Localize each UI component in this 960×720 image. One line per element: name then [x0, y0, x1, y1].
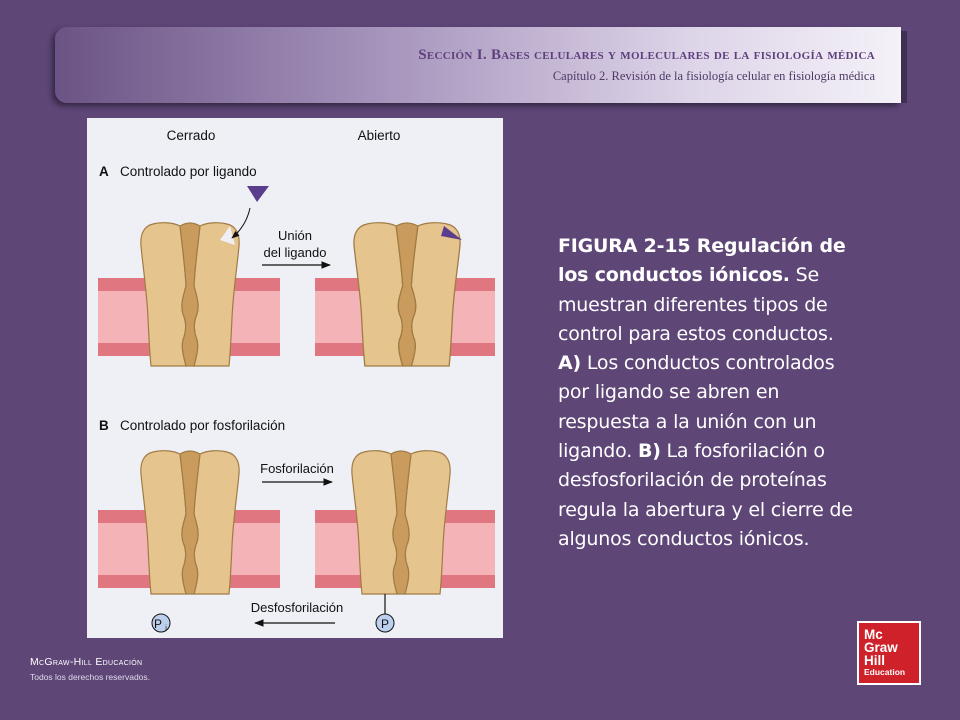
caption-title: FIGURA 2-15 Regulación de los conductos iónicos.: [558, 235, 846, 287]
p-label: P: [380, 617, 390, 631]
col-closed-label: Cerrado: [166, 128, 216, 143]
logo-line3: Hill: [864, 653, 886, 668]
publisher-name: McGraw-Hill Educación: [30, 656, 143, 668]
mcgraw-hill-logo: [857, 621, 921, 685]
pi-subscript: i: [165, 625, 167, 632]
dephosphorylation-label: Desfosforilación: [250, 600, 344, 615]
caption-text-a: Los conductos controlados por ligando se abren en respuesta a la unión con un ligando.: [558, 352, 835, 463]
section-title: Sección I. Bases celulares y moleculares de la fisiología médica: [418, 47, 875, 63]
channel-open-a: [354, 223, 460, 366]
channel-open-b: [352, 451, 450, 594]
binding-label-line1: Unión: [278, 228, 312, 243]
logo-line2: Graw: [864, 640, 898, 655]
figure-ion-channels: [87, 118, 503, 638]
phosphate-p-icon: [376, 594, 394, 632]
caption-label-b: B): [637, 440, 661, 463]
phosphorylation-label: Fosforilación: [260, 461, 334, 476]
panel-b-title: Controlado por fosforilación: [120, 418, 286, 433]
figure-illustration: [87, 118, 503, 638]
pi-label: P: [153, 617, 163, 631]
channel-closed-b: [141, 451, 239, 594]
figure-caption: [558, 232, 858, 554]
col-open-label: Abierto: [357, 128, 401, 143]
caption-label-a: A): [558, 352, 581, 375]
chapter-title: Capítulo 2. Revisión de la fisiología celular en fisiología médica: [552, 69, 875, 83]
panel-b-letter: B: [99, 418, 109, 433]
panel-a-title: Controlado por ligando: [120, 164, 257, 179]
phosphate-pi-icon: [152, 614, 170, 632]
header-bar: [55, 27, 901, 103]
caption-text-1: Se muestran diferentes tipos de control para estos conductos.: [558, 264, 834, 345]
channel-closed-a: [141, 223, 239, 366]
rights-notice: Todos los derechos reservados.: [30, 672, 151, 682]
caption-text-b: La fosforilación o desfosforilación de proteínas regula la abertura y el cierre de algunos conductos iónicos.: [558, 440, 853, 550]
panel-a-letter: A: [99, 164, 109, 179]
logo-line1: Mc: [864, 627, 883, 642]
logo-line4: Education: [864, 667, 906, 677]
ligand-free: [247, 186, 269, 202]
binding-label-line2: del ligando: [263, 245, 327, 260]
